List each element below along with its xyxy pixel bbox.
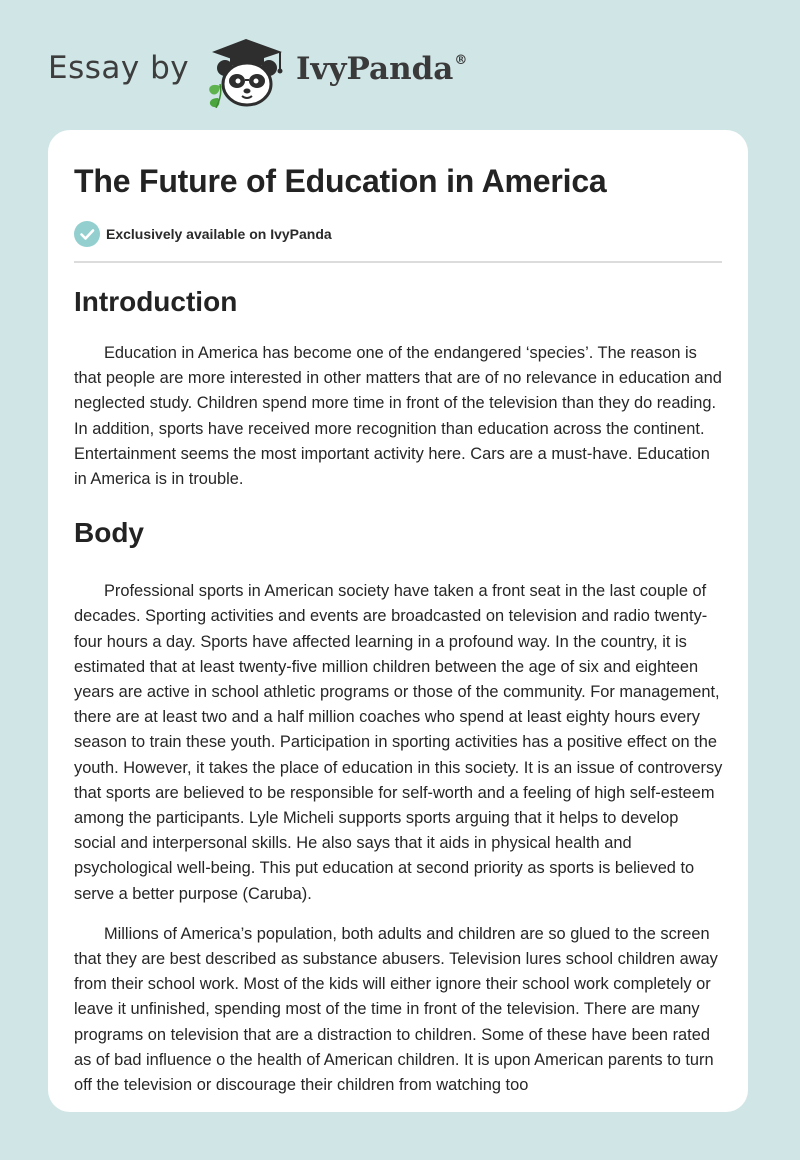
essay-card bbox=[48, 130, 748, 1112]
essay-body bbox=[74, 280, 724, 1098]
paragraph: Professional sports in American society have taken a front seat in the last couple of decades. Sporting activities and events are broadcasted on television and radio twenty-four hours a day. Sports have affected learning in a profound way. In the country, it is estimated that at least twenty-five million children between the age of six and eighteen years are active in school athletic programs or those of the community. For management, there are at least two and a half million coaches who spend at least eighty hours every season to train these youth. Participation in sporting activities has a positive effect on the youth. However, it takes the place of education in this society. It is an issue of controversy that sports are believed to be responsible for self-worth and a feeling of high self-esteem among the participants. Lyle Micheli supports sports arguing that it helps to develop social and interpersonal skills. He also says that it aids in physical health and psychological well-being. This put education at second priority as sports is believed to serve a better purpose (Caruba). bbox=[74, 582, 723, 903]
site-header bbox=[0, 0, 800, 130]
section-heading-introduction: Introduction bbox=[74, 286, 238, 317]
check-circle-icon bbox=[74, 221, 100, 247]
essay-by-label: Essay by bbox=[48, 50, 190, 86]
brand-name: IvyPanda® bbox=[296, 51, 468, 87]
paragraph: Millions of America’s population, both adults and children are so glued to the screen that they are best described as substance abusers. Television lures school children away from their school work. Most of the kids will either ignore their school work completely or leave it unfinished, spending most of the time in front of the television. There are many programs on television that are a distraction to children. Some of these have been rated as of bad influence o the health of American children. It is upon American parents to turn off the television or discourage their children from watching too bbox=[74, 924, 718, 1095]
section-heading-body: Body bbox=[74, 517, 144, 549]
registered-mark: ® bbox=[454, 53, 468, 68]
exclusive-badge bbox=[74, 220, 332, 248]
exclusive-label: Exclusively available on IvyPanda bbox=[106, 226, 332, 242]
paragraph: Education in America has become one of the endangered ‘species’. The reason is that people are more interested in other matters that are of no relevance in education and neglected study. Children spend more time in front of the television than they do reading. In addition, sports have received more recognition than education across the continent. Entertainment seems the most important activity here. Cars are a must-have. Education in America is in trouble. bbox=[74, 344, 722, 489]
page-title: The Future of Education in America bbox=[74, 163, 607, 199]
title-divider bbox=[74, 261, 722, 263]
ivypanda-logo-icon[interactable] bbox=[200, 36, 296, 108]
